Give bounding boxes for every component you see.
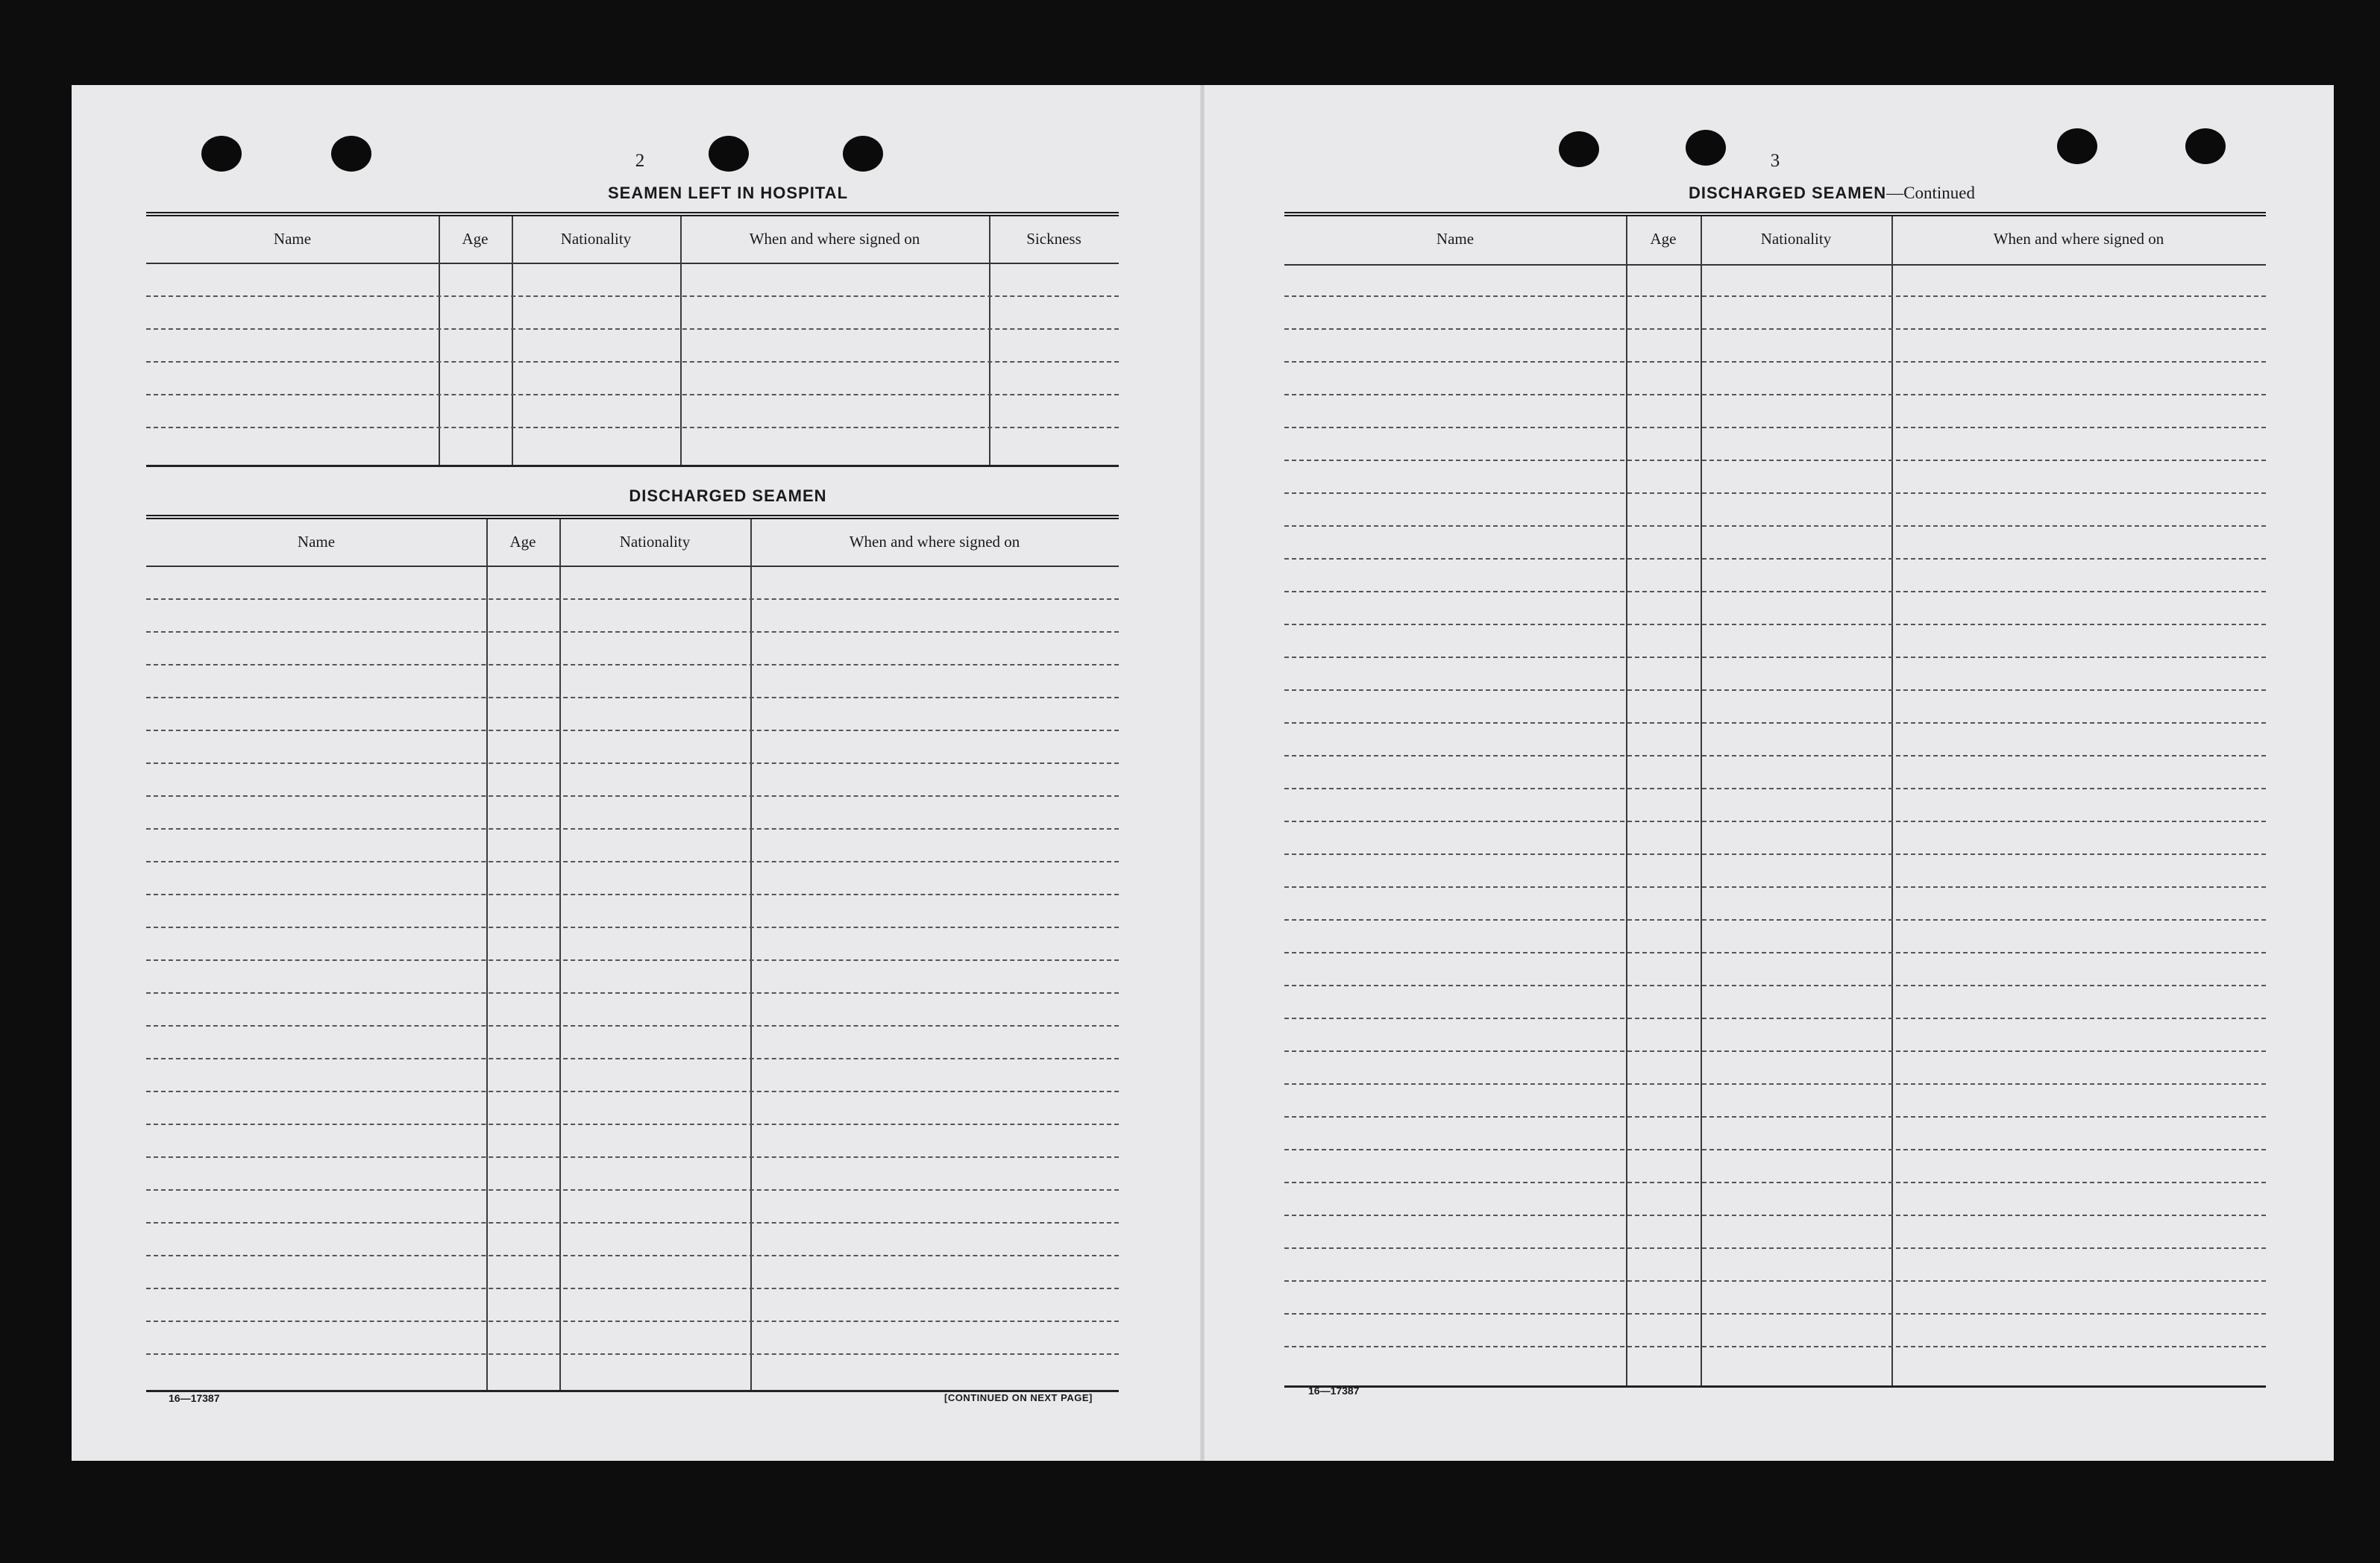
table-row xyxy=(1284,591,2266,592)
table-bottom-rule xyxy=(146,465,1119,467)
table-row xyxy=(146,631,1119,633)
table-row xyxy=(146,795,1119,797)
form-code-right: 16—17387 xyxy=(1308,1385,1360,1397)
table-row xyxy=(146,828,1119,830)
table-row xyxy=(1284,886,2266,888)
table-row xyxy=(146,361,1119,363)
discharged-table-left xyxy=(146,515,1119,1392)
col-header-name: Name xyxy=(1436,230,1475,248)
col-header-name: Name xyxy=(273,230,312,248)
table-row xyxy=(146,992,1119,994)
table-row xyxy=(1284,952,2266,953)
column-divider xyxy=(559,519,561,1392)
section-title-text: DISCHARGED SEAMEN xyxy=(1689,184,1887,202)
punch-hole xyxy=(2185,128,2226,164)
table-row xyxy=(1284,525,2266,527)
table-row xyxy=(1284,295,2266,297)
table-row xyxy=(1284,492,2266,494)
table-row xyxy=(146,762,1119,764)
center-fold xyxy=(1200,85,1205,1461)
table-row xyxy=(146,1156,1119,1158)
punch-hole xyxy=(331,136,371,172)
page-number-left: 2 xyxy=(635,151,645,171)
hospital-table xyxy=(146,212,1119,467)
col-header-nationality: Nationality xyxy=(560,230,632,248)
column-divider xyxy=(1701,216,1702,1388)
punch-hole xyxy=(1559,131,1599,167)
column-divider xyxy=(439,216,440,467)
table-row xyxy=(1284,1182,2266,1183)
col-header-when-where: When and where signed on xyxy=(749,230,920,248)
table-row xyxy=(146,1124,1119,1125)
table-row xyxy=(146,1189,1119,1191)
table-row xyxy=(1284,853,2266,855)
table-row xyxy=(146,664,1119,665)
table-row xyxy=(146,927,1119,928)
table-row xyxy=(146,730,1119,731)
punch-hole xyxy=(709,136,749,172)
col-header-age: Age xyxy=(462,230,489,248)
table-row xyxy=(1284,394,2266,395)
table-row xyxy=(146,1353,1119,1355)
column-divider xyxy=(486,519,488,1392)
table-row xyxy=(146,861,1119,862)
table-row xyxy=(1284,1280,2266,1282)
col-header-when-where: When and where signed on xyxy=(849,533,1020,551)
table-row xyxy=(146,295,1119,297)
table-row xyxy=(1284,722,2266,724)
table-row xyxy=(146,598,1119,600)
punch-hole xyxy=(201,136,242,172)
column-divider xyxy=(1891,216,1893,1388)
table-row xyxy=(1284,1083,2266,1085)
table-row xyxy=(1284,657,2266,658)
table-header xyxy=(146,216,1119,264)
table-row xyxy=(146,1288,1119,1289)
table-row xyxy=(146,894,1119,895)
table-row xyxy=(1284,1313,2266,1315)
table-row xyxy=(146,1321,1119,1322)
table-row xyxy=(1284,624,2266,625)
table-row xyxy=(1284,821,2266,822)
col-header-nationality: Nationality xyxy=(1760,230,1832,248)
continued-suffix: —Continued xyxy=(1886,184,1975,202)
table-row xyxy=(146,394,1119,395)
table-row xyxy=(146,427,1119,428)
table-row xyxy=(1284,689,2266,691)
table-row xyxy=(1284,1346,2266,1347)
column-divider xyxy=(512,216,513,467)
table-row xyxy=(146,1255,1119,1256)
discharged-continued-title xyxy=(1548,184,2115,203)
col-header-age: Age xyxy=(509,533,536,551)
table-row xyxy=(1284,460,2266,461)
table-row xyxy=(146,959,1119,961)
form-sheet xyxy=(72,85,2334,1461)
col-header-when-where: When and where signed on xyxy=(1993,230,2164,248)
table-row xyxy=(146,697,1119,698)
punch-hole xyxy=(843,136,883,172)
table-row xyxy=(1284,1247,2266,1249)
page-number-right: 3 xyxy=(1770,151,1780,171)
column-divider xyxy=(1626,216,1627,1388)
form-code-left: 16—17387 xyxy=(169,1392,220,1404)
column-divider xyxy=(989,216,990,467)
table-row xyxy=(1284,558,2266,560)
hospital-section-title: SEAMEN LEFT IN HOSPITAL xyxy=(607,184,849,202)
continued-note: [CONTINUED ON NEXT PAGE] xyxy=(944,1392,1093,1403)
punch-hole xyxy=(2057,128,2097,164)
col-header-name: Name xyxy=(297,533,336,551)
column-divider xyxy=(680,216,682,467)
table-row xyxy=(146,1222,1119,1224)
column-divider xyxy=(750,519,752,1392)
table-row xyxy=(146,328,1119,330)
table-row xyxy=(1284,1116,2266,1118)
table-row xyxy=(1284,985,2266,986)
col-header-sickness: Sickness xyxy=(1026,230,1081,248)
table-row xyxy=(146,1025,1119,1027)
table-bottom-rule xyxy=(1284,1385,2266,1388)
table-row xyxy=(1284,1050,2266,1052)
punch-hole xyxy=(1686,130,1726,166)
table-header xyxy=(146,519,1119,567)
discharged-table-right xyxy=(1284,212,2266,1388)
table-row xyxy=(1284,1215,2266,1216)
table-row xyxy=(146,1091,1119,1092)
table-row xyxy=(1284,755,2266,757)
table-row xyxy=(1284,788,2266,789)
table-row xyxy=(1284,919,2266,921)
table-row xyxy=(1284,361,2266,363)
col-header-age: Age xyxy=(1650,230,1677,248)
table-row xyxy=(1284,328,2266,330)
discharged-section-title: DISCHARGED SEAMEN xyxy=(629,486,827,505)
table-header xyxy=(1284,216,2266,266)
table-row xyxy=(146,1058,1119,1059)
col-header-nationality: Nationality xyxy=(619,533,691,551)
table-row xyxy=(1284,1018,2266,1019)
table-row xyxy=(1284,427,2266,428)
table-row xyxy=(1284,1149,2266,1150)
